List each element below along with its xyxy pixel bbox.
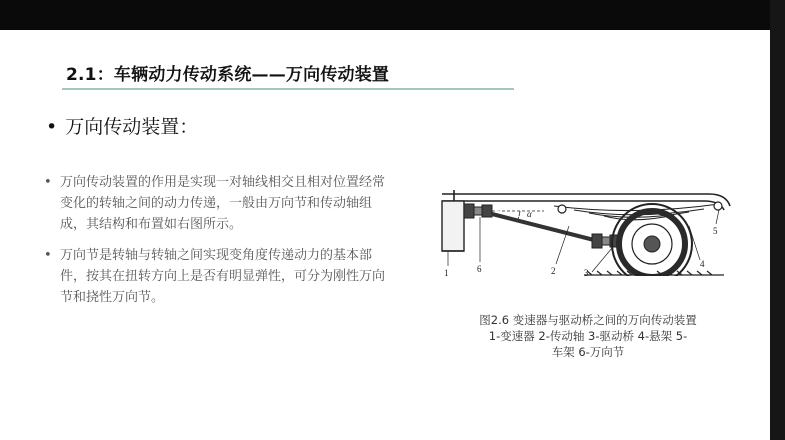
driveline-diagram xyxy=(434,154,734,276)
callout-label-1: 1 xyxy=(444,268,449,276)
bullet-list xyxy=(44,172,394,318)
callout-label-4: 4 xyxy=(700,259,705,269)
window-edge xyxy=(770,0,785,440)
title-underline xyxy=(62,88,514,90)
transmission-body xyxy=(442,201,464,251)
callout-label-6: 6 xyxy=(477,264,482,274)
heading-bullet: • xyxy=(46,116,58,138)
callout-label-2: 2 xyxy=(551,266,556,276)
front-universal-joint xyxy=(464,204,492,218)
rear-universal-joint xyxy=(592,234,620,248)
drive-shaft xyxy=(492,210,594,240)
callout-label-alpha: α xyxy=(527,209,532,219)
bullet-item-1: • 万向传动装置的作用是实现一对轴线相交且相对位置经常变化的转轴之间的动力传递，一般由万向节和传动轴组成，其结构和布置如右图所示。 xyxy=(44,172,394,235)
heading-text: 万向传动装置： xyxy=(65,116,199,138)
callout-label-5: 5 xyxy=(713,226,718,236)
caption-line-2: 1-变速器 2-传动轴 3-驱动桥 4-悬架 5- xyxy=(488,329,688,343)
bullet-item-2: • 万向节是转轴与转轴之间实现变角度传递动力的基本部件，按其在扭转方向上是否有明显弹性，可分为刚性万向节和挠性万向节。 xyxy=(44,245,394,308)
caption-line-3: 车架 6-万向节 xyxy=(551,345,625,359)
section-heading xyxy=(46,112,198,139)
slide-title: 2.1：车辆动力传动系统——万向传动装置 xyxy=(66,65,390,85)
caption-line-1: 图2.6 变速器与驱动桥之间的万向传动装置 xyxy=(479,313,697,327)
callout-label-3: 3 xyxy=(584,268,589,276)
slide xyxy=(0,30,770,440)
figure-caption xyxy=(448,312,728,360)
